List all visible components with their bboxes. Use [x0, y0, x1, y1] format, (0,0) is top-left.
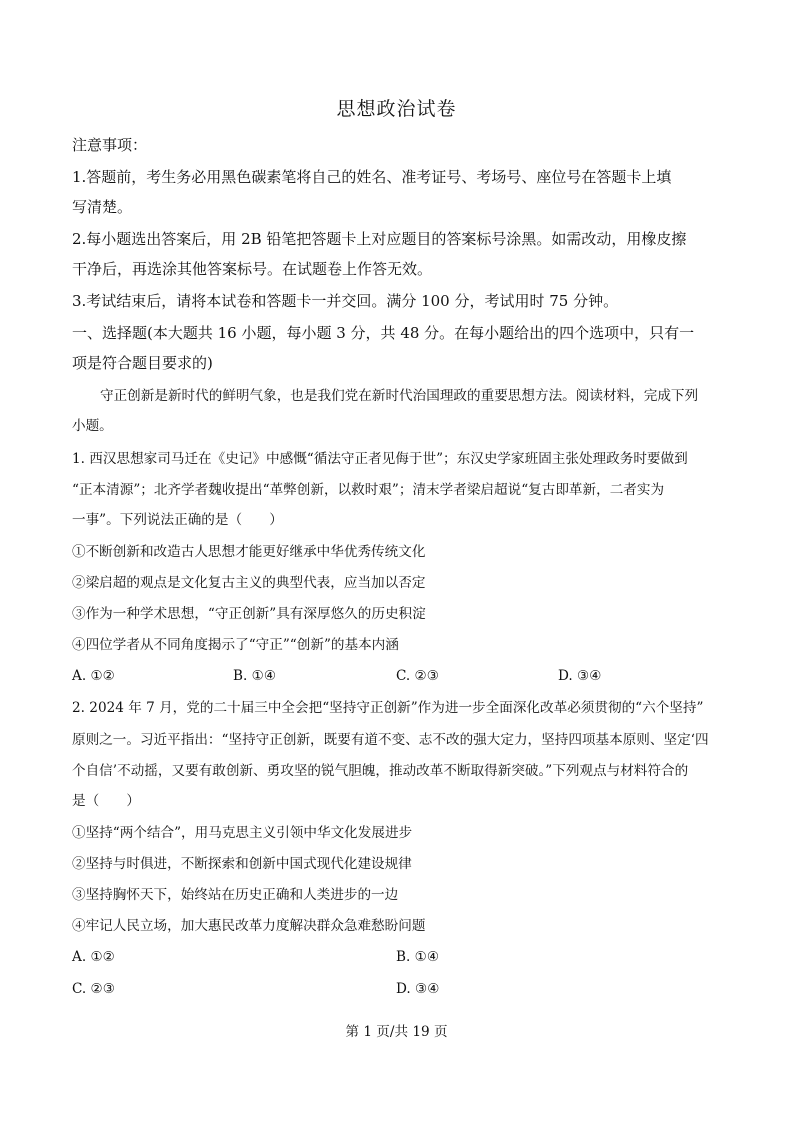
material-line-1: 守正创新是新时代的鲜明气象，也是我们党在新时代治国理政的重要思想方法。阅读材料，完成下列 — [100, 388, 699, 404]
question-2-stem-line-4: 是（ ） — [72, 793, 140, 809]
question-2-statement-2: ②坚持与时俱进，不断探索和创新中国式现代化建设规律 — [72, 856, 412, 872]
notice-item-3: 3.考试结束后，请将本试卷和答题卡一并交回。满分 100 分，考试用时 75 分钟。 — [72, 292, 619, 310]
section-heading-line-2: 项是符合题目要求的) — [72, 354, 213, 372]
material-line-2: 小题。 — [72, 418, 113, 434]
question-1-statement-3: ③作为一种学术思想，“守正创新”具有深厚悠久的历史积淀 — [72, 606, 426, 622]
question-1-option-b: B. ①④ — [233, 668, 277, 684]
question-2-stem-line-2: 原则之一。习近平指出：“坚持守正创新，既要有道不变、志不改的强大定力，坚持四项基本原则、坚定‘四 — [72, 732, 709, 748]
question-1-option-c: C. ②③ — [396, 668, 439, 684]
question-1-stem-line-1: 1. 西汉思想家司马迁在《史记》中感慨“循法守正者见侮于世”；东汉史学家班固主张处理政务时要做到 — [72, 451, 688, 467]
question-2-statement-4: ④牢记人民立场，加大惠民改革力度解决群众急难愁盼问题 — [72, 918, 426, 934]
question-1-statement-4: ④四位学者从不同角度揭示了“守正”“创新”的基本内涵 — [72, 637, 399, 653]
question-1-statement-1: ①不断创新和改造古人思想才能更好继承中华优秀传统文化 — [72, 544, 426, 560]
page-footer: 第 1 页/共 19 页 — [345, 1024, 448, 1040]
question-1-stem-line-3: 一事”。下列说法正确的是（ ） — [72, 512, 283, 528]
question-1-option-a: A. ①② — [72, 668, 115, 684]
notice-item-1-line-1: 1.答题前，考生务必用黑色碳素笔将自己的姓名、准考证号、考场号、座位号在答题卡上填 — [72, 168, 672, 186]
question-2-option-b: B. ①④ — [396, 949, 440, 965]
question-1-stem-line-2: “正本清源”；北齐学者魏收提出“革弊创新，以救时艰”；清末学者梁启超说“复古即革新，二者实为 — [72, 482, 665, 498]
question-2-stem-line-3: 个自信’不动摇，又要有敢创新、勇攻坚的锐气胆魄，推动改革不断取得新突破。”下列观点与材料符合的 — [72, 763, 689, 779]
question-2-statement-3: ③坚持胸怀天下，始终站在历史正确和人类进步的一边 — [72, 887, 399, 903]
question-2-stem-line-1: 2. 2024 年 7 月，党的二十届三中全会把“坚持守正创新”作为进一步全面深化改革必须贯彻的“六个坚持” — [72, 700, 704, 716]
question-2-option-a: A. ①② — [72, 949, 115, 965]
section-heading-line-1: 一、选择题(本大题共 16 小题，每小题 3 分，共 48 分。在每小题给出的四个选项中，只有一 — [72, 324, 695, 342]
question-1-statement-2: ②梁启超的观点是文化复古主义的典型代表，应当加以否定 — [72, 575, 426, 591]
notice-item-2-line-1: 2.每小题选出答案后，用 2B 铅笔把答题卡上对应题目的答案标号涂黑。如需改动，用橡皮擦 — [72, 230, 687, 248]
question-2-statement-1: ①坚持“两个结合”，用马克思主义引领中华文化发展进步 — [72, 825, 413, 841]
question-2-option-c: C. ②③ — [72, 981, 115, 997]
notice-item-2-line-2: 干净后，再选涂其他答案标号。在试题卷上作答无效。 — [72, 260, 433, 278]
notice-item-1-line-2: 写清楚。 — [72, 198, 133, 216]
notice-heading: 注意事项： — [72, 136, 148, 154]
question-2-option-d: D. ③④ — [396, 981, 440, 997]
question-1-option-d: D. ③④ — [558, 668, 602, 684]
page-title: 思想政治试卷 — [336, 98, 457, 120]
